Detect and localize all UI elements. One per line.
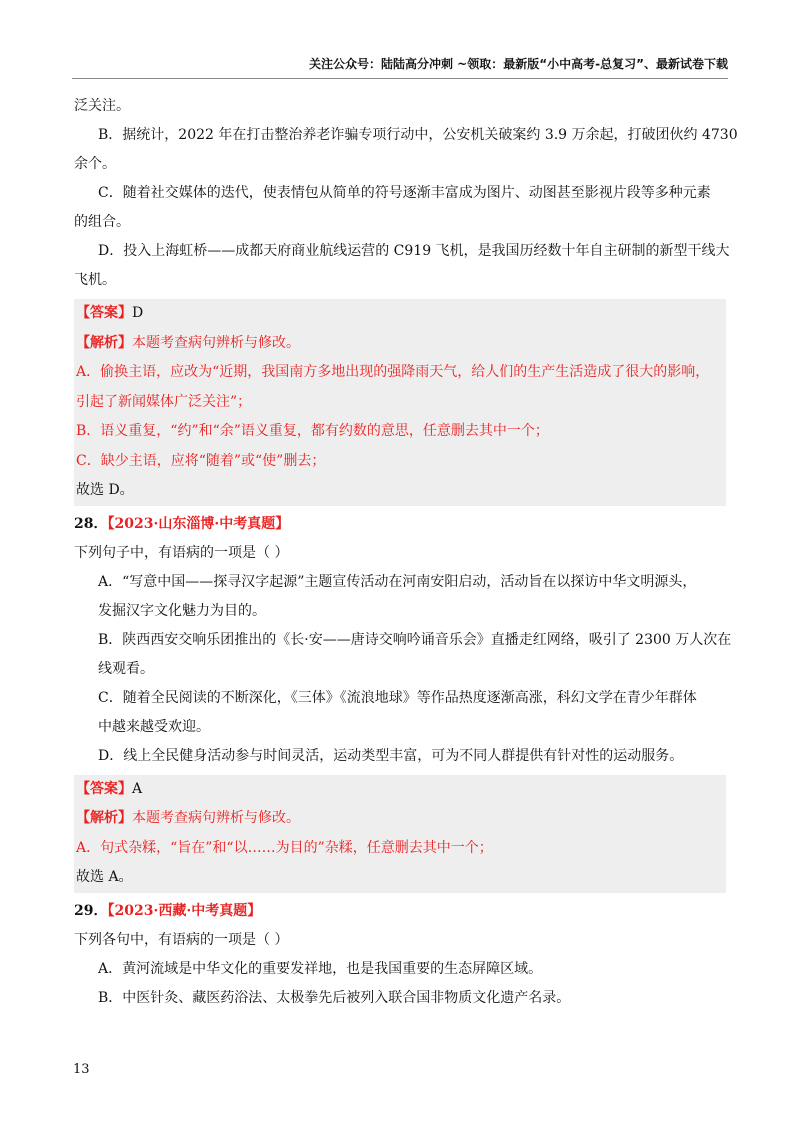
question-28-stem: 下列句子中，有语病的一项是（ ） xyxy=(74,544,289,561)
analysis-item: B．语义重复，“约”和“余”语义重复，都有约数的意思，任意删去其中一个； xyxy=(76,423,549,439)
analysis-item: C．缺少主语，应将“随着”或“使”删去； xyxy=(76,452,326,469)
answer-label: 【答案】 xyxy=(76,780,132,797)
answer-value: A xyxy=(132,780,143,797)
prev-option-c-cont: 的组合。 xyxy=(74,214,130,230)
q28-answer-block xyxy=(74,775,726,893)
prev-option-d: D．投入上海虹桥——成都天府商业航线运营的 C919 飞机，是我国历经数十年自主研制的新型干线大 xyxy=(98,243,730,259)
analysis-intro: 本题考查病句辨析与修改。 xyxy=(132,810,300,826)
q28-option-b-cont: 线观看。 xyxy=(98,660,154,677)
q28-option-d: D．线上全民健身活动参与时间灵活，运动类型丰富，可为不同人群提供有针对性的运动服务。 xyxy=(98,747,684,764)
question-29-title xyxy=(74,897,726,926)
prev-option-c: C．随着社交媒体的迭代，使表情包从简单的符号逐渐丰富成为图片、动图甚至影视片段等多种元素 xyxy=(98,185,711,201)
prev-option-d-cont: 飞机。 xyxy=(74,272,116,288)
prev-answer-line xyxy=(76,299,724,329)
header-divider xyxy=(72,78,728,79)
analysis-label: 【解析】 xyxy=(76,810,132,826)
question-source: 【2023·山东淄博·中考真题】 xyxy=(107,515,290,532)
q28-option-a-cont: 发掘汉字文化魅力为目的。 xyxy=(98,602,266,619)
conclusion: 故选 A。 xyxy=(76,869,133,885)
q28-option-a: A．“写意中国——探寻汉字起源”主题宣传活动在河南安阳启动，活动旨在以探访中华文明源头， xyxy=(98,573,697,590)
q28-analysis-line xyxy=(76,804,724,834)
q28-option-c-cont: 中越来越受欢迎。 xyxy=(98,718,210,735)
analysis-label: 【解析】 xyxy=(76,334,132,351)
question-28-title xyxy=(74,510,726,539)
prev-option-b: B．据统计，2022 年在打击整治养老诈骗专项行动中，公安机关破案约 3.9 万余起，打破团伙约 4730 xyxy=(98,127,738,143)
prev-analysis-line xyxy=(76,329,724,359)
prev-question-line: 泛关注。 xyxy=(74,98,130,114)
analysis-item: A．偷换主语，应改为“近期，我国南方多地出现的强降雨天气，给人们的生产生活造成了很大的影响， xyxy=(76,364,710,380)
q29-option-a: A．黄河流域是中华文化的重要发祥地，也是我国重要的生态屏障区域。 xyxy=(98,960,543,977)
analysis-intro: 本题考查病句辨析与修改。 xyxy=(132,334,300,351)
page-header: 关注公众号：陆陆高分冲刺 ~领取：最新版“小中高考-总复习”、最新试卷下载 xyxy=(309,57,728,71)
q28-answer-line xyxy=(76,775,724,805)
question-number: 29． xyxy=(74,902,108,919)
q29-option-b: B．中医针灸、藏医药浴法、太极拳先后被列入联合国非物质文化遗产名录。 xyxy=(98,989,571,1006)
question-source: 【2023·西藏·中考真题】 xyxy=(107,902,262,919)
question-number: 28． xyxy=(74,515,108,532)
page-number: 13 xyxy=(73,1062,90,1077)
conclusion: 故选 D。 xyxy=(76,482,134,498)
analysis-item: A．句式杂糅，“旨在”和“以……为目的”杂糅，任意删去其中一个； xyxy=(76,839,493,856)
answer-label: 【答案】 xyxy=(76,305,132,321)
q28-option-b: B．陕西西安交响乐团推出的《长·安——唐诗交响吟诵音乐会》直播走红网络，吸引了 2300 万人次在 xyxy=(98,631,732,648)
prev-option-b-cont: 余个。 xyxy=(74,156,116,172)
analysis-item: 引起了新闻媒体广泛关注”； xyxy=(76,393,252,410)
question-29-stem: 下列各句中，有语病的一项是（ ） xyxy=(74,931,289,948)
prev-answer-block xyxy=(74,299,726,506)
answer-value: D xyxy=(132,305,144,321)
page-content xyxy=(74,92,738,1013)
q28-option-c: C．随着全民阅读的不断深化，《三体》《流浪地球》等作品热度逐渐高涨，科幻文学在青少年群体 xyxy=(98,689,697,706)
